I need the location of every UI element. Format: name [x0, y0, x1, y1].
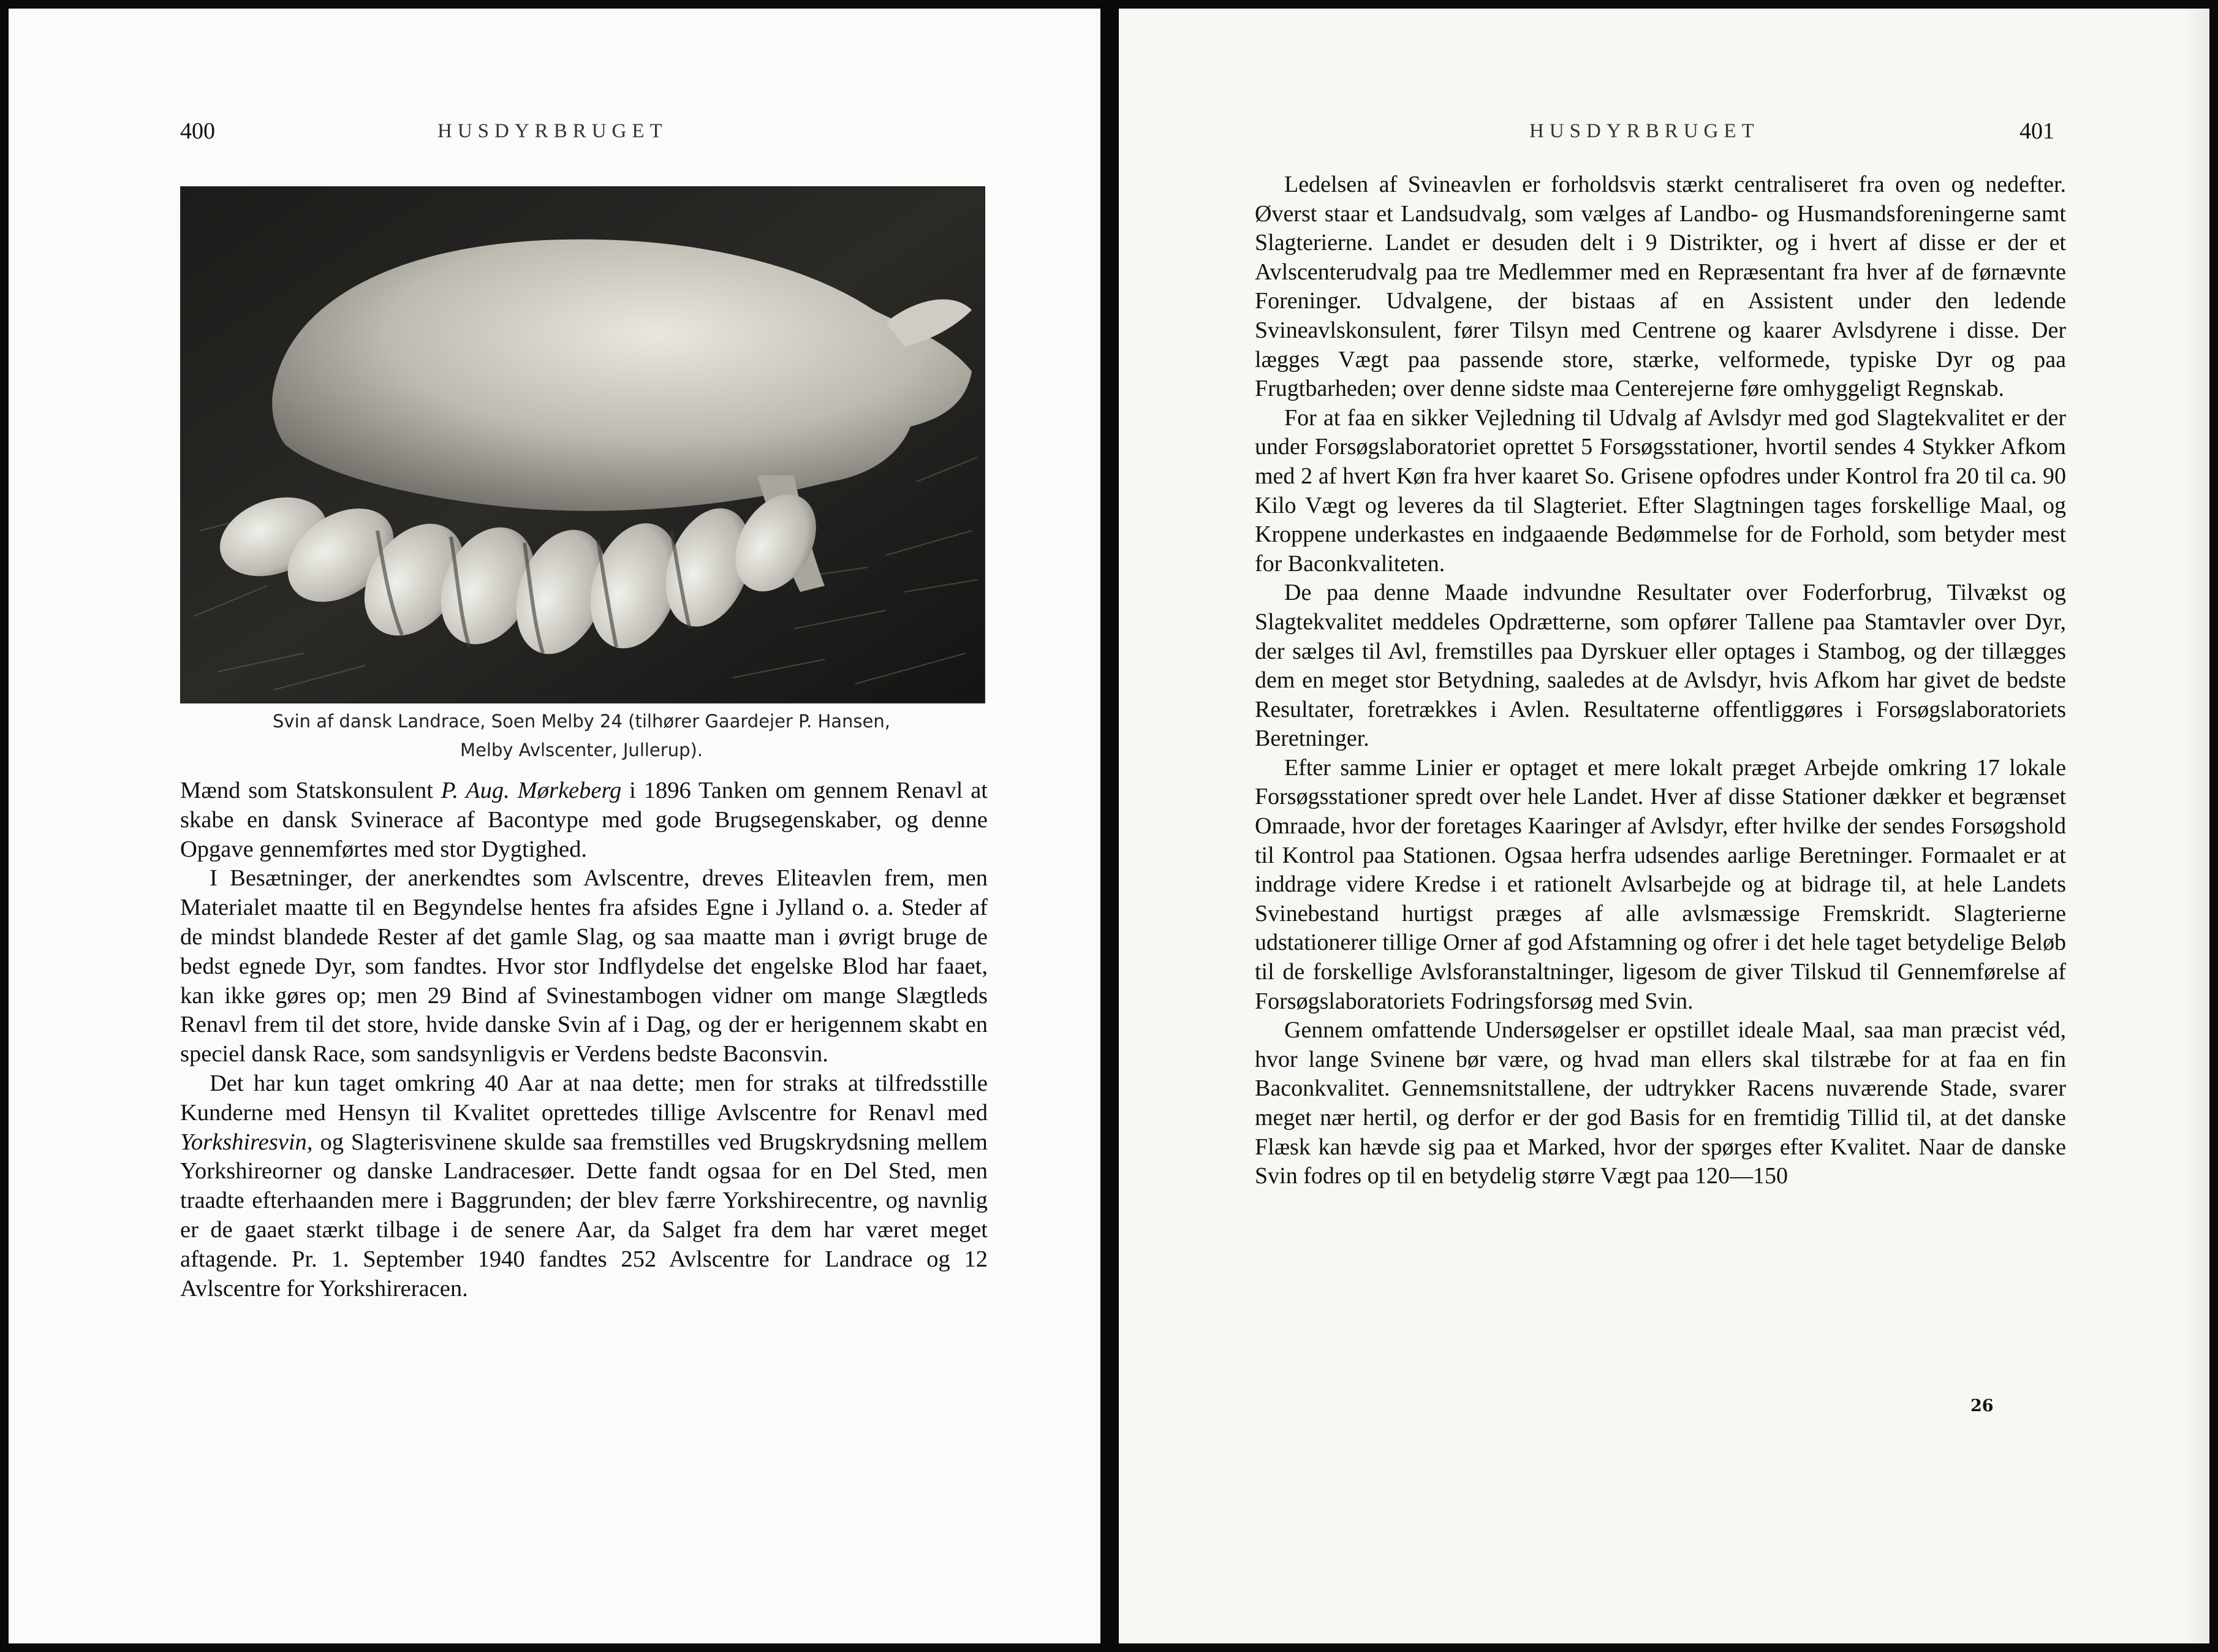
left-body-text — [180, 776, 988, 1303]
paragraph: De paa denne Maade indvundne Resultater over Foderforbrug, Tilvækst og Slagtekvalitet meddeles Opdrætterne, som opfører Tallene paa Stamtavler over Dyr, der sælges til Avl, fremstilles paa Dyrskuer eller optages i Stambog, og der tillægges dem en meget stor Betydning, saaledes at de Avlsdyr, hvis Afkom har givet de bedste Resultater, foretrækkes i Avlen. Resultaterne offentliggøres i Forsøgslaboratoriets Beretninger. — [1255, 580, 2066, 752]
paragraph: Efter samme Linier er optaget et mere lokalt præget Arbejde omkring 17 lokale Forsøgsstationer spredt over hele Landet. Hver af disse Stationer dækker et begrænset Omraade, hvor der foretages Kaaringer af Avlsdyr, efter hvilke der sendes Forsøgshold til Kontrol paa Stationen. Ogsaa herfra udsendes aarlige Beretninger. Formaalet er at inddrage videre Kredse i et rationelt Avlsarbejde og at bidrage til, at hele Landets Svinebestand hurtigst præges af alle avlsmæssige Fremskridt. Slagterierne udstationerer tillige Orner af god Afstamning og ofrer i det hele taget betydelige Beløb til de forskellige Avlsforanstaltninger, ligesom de giver Tilskud til Gennemførelse af Forsøgslaboratoriets Fodringsforsøg med Svin. — [1255, 754, 2066, 1014]
photo-caption — [174, 707, 989, 765]
person-name: P. Aug. Mørkeberg — [441, 778, 622, 803]
page-number-left: 400 — [180, 118, 215, 144]
paragraph: For at faa en sikker Vejledning til Udvalg af Avlsdyr med god Slagtekvalitet er der under Forsøgslaboratoriet oprettet 5 Forsøgsstationer, hvortil sendes 4 Stykker Afkom med 2 af hvert Køn fra hver kaaret So. Grisene opfodres under Kontrol fra 20 til ca. 90 Kilo Vægt og leveres da til Slagteriet. Efter Slagtningen tages forskellige Maal, og Kroppene underkastes en indgaaende Bedømmelse for de Forhold, som betyder mest for Baconkvaliteten. — [1255, 404, 2066, 577]
right-body-text — [1255, 170, 2066, 1191]
paragraph: Mænd som Statskonsulent P. Aug. Mørkeberg i 1896 Tanken om gennem Renavl at skabe en dansk Svinerace af Bacontype med gode Brugsegenskaber, og denne Opgave gennemførtes med stor Dygtighed. — [180, 778, 988, 862]
running-head-right: HUSDYRBRUGET — [1529, 120, 1760, 142]
right-page — [1119, 9, 2209, 1643]
running-head-left: HUSDYRBRUGET — [437, 120, 668, 142]
paragraph: Det har kun taget omkring 40 Aar at naa dette; men for straks at tilfredsstille Kunderne med Hensyn til Kvalitet oprettedes tillige Avlscentre for Renavl med Yorkshiresvin, og Slagterisvinene skulde saa fremstilles ved Brugskrydsning mellem Yorkshireorner og danske Landracesøer. Dette fandt ogsaa for en Del Sted, men traadte efterhaanden mere i Baggrunden; der blev færre Yorkshirecentre, og navnlig er de gaaet stærkt tilbage i de senere Aar, da Salget fra dem har været meget aftagende. Pr. 1. September 1940 fandtes 252 Avlscentre for Landrace og 12 Avlscentre for Yorkshireracen. — [180, 1070, 988, 1302]
signature-mark: 26 — [1970, 1396, 1994, 1415]
paragraph: I Besætninger, der anerkendtes som Avlscentre, dreves Eliteavlen frem, men Materialet maatte til en Begyndelse hentes fra afsides Egne i Jylland o. a. Steder af de mindst blandede Rester af det gamle Slag, og saa maatte man i øvrigt bruge de bedst egnede Dyr, som fandtes. Hvor stor Indflydelse det engelske Blod har faaet, kan ikke gøres op; men 29 Bind af Svinestambogen vidner om mange Slægtleds Renavl frem til det store, hvide danske Svin af i Dag, og der er herigennem skabt en speciel dansk Race, som sandsynligvis er Verdens bedste Baconsvin. — [180, 865, 988, 1067]
page-number-right: 401 — [2019, 118, 2054, 144]
paragraph: Gennem omfattende Undersøgelser er opstillet ideale Maal, saa man præcist véd, hvor lange Svinene bør være, og hvad man ellers skal tilstræbe for at faa en fin Baconkvalitet. Gennemsnitstallene, der udtrykker Racens nuværende Stade, svarer meget nær hertil, og derfor er der god Basis for en fremtidig Tillid til, at det danske Flæsk kan hævde sig paa et Marked, hvor der spørges efter Kvalitet. Naar de danske Svin fodres op til en betydelig større Vægt paa 120—150 — [1255, 1017, 2066, 1189]
paragraph: Ledelsen af Svineavlen er forholdsvis stærkt centraliseret fra oven og nedefter. Øverst staar et Landsudvalg, som vælges af Landbo- og Husmandsforeningerne samt Slagterierne. Landet er desuden delt i 9 Distrikter, og i hvert af disse er der et Avlscenterudvalg paa tre Medlemmer med en Repræsentant fra hver af de førnævnte Foreninger. Udvalgene, der bistaas af en Assistent under den ledende Svineavlskonsulent, fører Tilsyn med Centrene og kaarer Avlsdyrene i disse. Der lægges Vægt paa passende store, stærke, velformede, typiske Dyr og paa Frugtbarheden; over denne sidste maa Centerejerne føre omhyggeligt Regnskab. — [1255, 172, 2066, 402]
left-page — [9, 9, 1100, 1643]
caption-line-1: Svin af dansk Landrace, Soen Melby 24 (tilhører Gaardejer P. Hansen, — [273, 711, 890, 732]
sow-with-piglets-photo — [180, 186, 985, 703]
photo-illustration — [181, 188, 984, 702]
caption-line-2: Melby Avlscenter, Jullerup). — [460, 740, 703, 760]
breed-name: Yorkshiresvin, — [180, 1129, 313, 1155]
